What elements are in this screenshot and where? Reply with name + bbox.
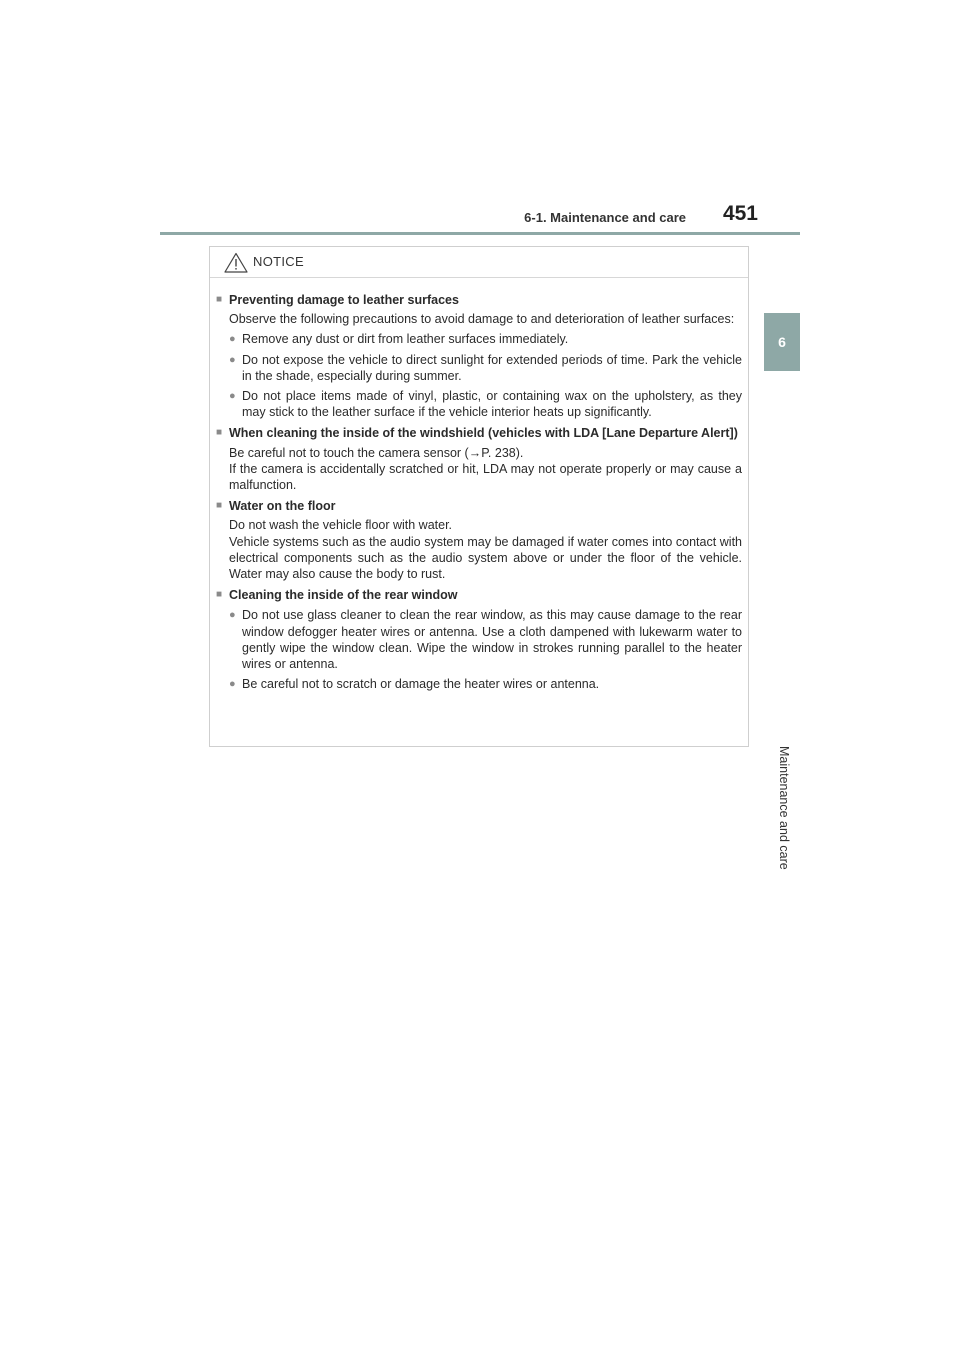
chapter-number: 6 xyxy=(778,334,786,350)
chapter-label: Maintenance and care xyxy=(777,746,791,870)
circle-bullet-icon: ● xyxy=(229,353,236,366)
header-section-title: 6-1. Maintenance and care xyxy=(524,210,686,225)
warning-triangle-icon xyxy=(224,252,248,273)
notice-section xyxy=(216,498,742,582)
section-heading-text: Preventing damage to leather surfaces xyxy=(229,293,459,307)
list-item-text: Be careful not to scratch or damage the heater wires or antenna. xyxy=(242,677,600,692)
section-heading xyxy=(216,292,742,308)
notice-header xyxy=(210,247,748,278)
notice-section xyxy=(216,425,742,493)
section-heading-text: When cleaning the inside of the windshield (vehicles with LDA [Lane Departure Alert]) xyxy=(229,426,738,441)
circle-bullet-icon: ● xyxy=(229,678,236,691)
section-paragraph: If the camera is accidentally scratched or hit, LDA may not operate properly or may cause a malfunction. xyxy=(229,461,742,493)
circle-bullet-icon: ● xyxy=(229,333,236,346)
section-paragraph: Observe the following precautions to avoid damage to and deterioration of leather surfaces: xyxy=(229,312,735,327)
notice-title: NOTICE xyxy=(253,254,304,269)
list-item xyxy=(216,331,742,347)
square-bullet-icon: ■ xyxy=(216,427,223,439)
section-heading-text: Water on the floor xyxy=(229,499,336,514)
list-item xyxy=(216,352,742,384)
header-rule xyxy=(160,232,800,235)
page-header xyxy=(160,200,800,234)
notice-body xyxy=(210,278,748,692)
section-heading-text: Cleaning the inside of the rear window xyxy=(229,588,458,603)
list-item xyxy=(216,607,742,672)
square-bullet-icon: ■ xyxy=(216,294,223,305)
square-bullet-icon: ■ xyxy=(216,589,223,601)
circle-bullet-icon: ● xyxy=(229,390,236,403)
list-item xyxy=(216,388,742,420)
section-heading xyxy=(216,425,742,441)
list-item-text: Do not use glass cleaner to clean the rear window, as this may cause damage to the rear window defogger heater wires or antenna. Use a cloth dampened with lukewarm water to gently wipe the window clean. Wipe the window in strokes running parallel to the heater wires or antenna. xyxy=(242,608,742,672)
list-item-text: Remove any dust or dirt from leather surfaces immediately. xyxy=(242,332,569,347)
chapter-tab xyxy=(764,313,800,371)
section-paragraph: Do not wash the vehicle floor with water. xyxy=(229,518,453,533)
section-heading xyxy=(216,587,742,603)
notice-section xyxy=(216,587,742,692)
page-number: 451 xyxy=(722,202,758,225)
section-paragraph: Vehicle systems such as the audio system may be damaged if water comes into contact with electrical components such as the audio system above or under the floor of the vehicle. Water may also cause the body to rust. xyxy=(229,534,742,582)
list-item-text: Do not expose the vehicle to direct sunlight for extended periods of time. Park the vehicle in the shade, especially during summer. xyxy=(242,352,742,383)
section-paragraph: Be careful not to touch the camera sensor (→P. 238). xyxy=(229,445,524,460)
notice-section xyxy=(216,292,742,420)
list-item xyxy=(216,676,742,692)
section-heading xyxy=(216,498,742,514)
notice-box xyxy=(209,246,749,747)
circle-bullet-icon: ● xyxy=(229,609,236,622)
square-bullet-icon: ■ xyxy=(216,500,223,512)
list-item-text: Do not place items made of vinyl, plastic, or containing wax on the upholstery, as they may stick to the leather surface if the vehicle interior heats up significantly. xyxy=(242,389,742,420)
